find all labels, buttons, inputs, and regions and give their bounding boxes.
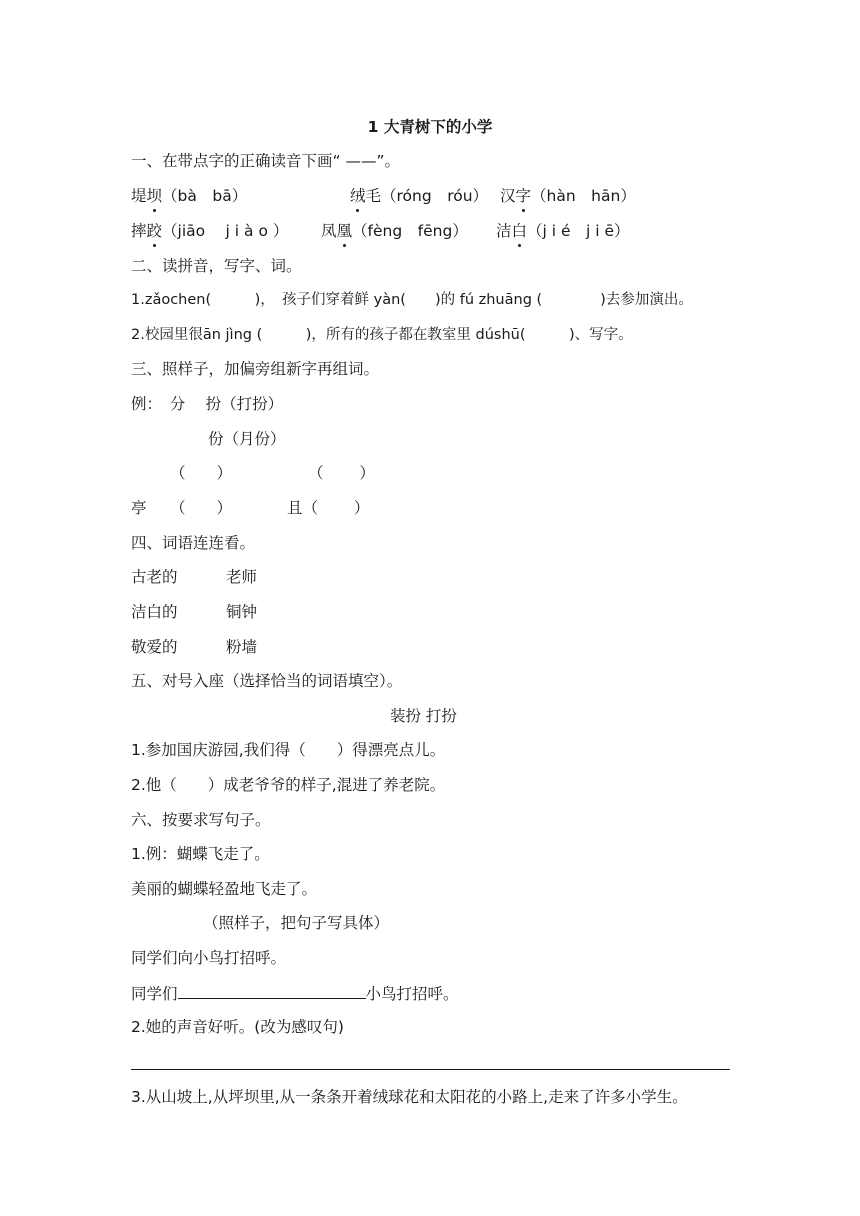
dotted-char: 字	[515, 187, 532, 205]
section-5-heading: 五、对号入座（选择恰当的词语填空）。	[131, 672, 403, 690]
word-choices: 装扮 打扮	[390, 707, 457, 725]
example-sentence: 美丽的蝴蝶轻盈地飞走了。	[131, 880, 318, 898]
match-right-word: 铜钟	[226, 603, 258, 621]
sentence-question-2: 2.她的声音好听。(改为感叹句)	[131, 1018, 344, 1036]
section-1-heading: 一、在带点字的正确读音下画“ ——”。	[131, 152, 400, 170]
match-left-word: 洁白的	[131, 603, 178, 621]
fill-question-1: 1.参加国庆游园,我们得（ ）得漂亮点儿。	[131, 741, 446, 759]
match-left-word: 敬爱的	[131, 638, 178, 656]
pinyin-sentence-1: 1.zǎochen( )， 孩子们穿着鲜 yàn( )的 fú zhuāng ( )去参加演出。	[131, 292, 693, 308]
sentence-question-3: 3.从山坡上,从坪坝里,从一条条开着绒球花和太阳花的小路上,走来了许多小学生。	[131, 1088, 688, 1106]
example-line-1: 例： 分 扮（打扮）	[131, 395, 284, 413]
section-4-heading: 四、词语连连看。	[131, 534, 256, 552]
char-qie-row: 且（ ）	[287, 499, 370, 517]
match-right-word: 老师	[226, 568, 258, 586]
sentence-question-1: 1.例：蝴蝶飞走了。	[131, 845, 270, 863]
pinyin-item: 摔跤（jiāo j i à o ）	[131, 222, 289, 240]
example-line-2: 份（月份）	[208, 430, 286, 448]
answer-underline	[178, 982, 366, 999]
pinyin-item: 堤坝（bà bā）	[131, 187, 248, 205]
section-3-heading: 三、照样子，加偏旁组新字再组词。	[131, 360, 380, 378]
pinyin-item: 汉字（hàn hān）	[500, 187, 636, 205]
fill-line-sentence: 同学们 小鸟打招呼。	[131, 982, 459, 1005]
instruction-note: （照样子，把句子写具体）	[203, 914, 390, 932]
blank-paren: （ ）	[170, 499, 233, 517]
section-2-heading: 二、读拼音，写字、词。	[131, 257, 302, 275]
match-left-word: 古老的	[131, 568, 178, 586]
pinyin-item: 洁白（j i é j i ē）	[496, 222, 630, 240]
dotted-char: 坝	[146, 187, 163, 205]
match-right-word: 粉墙	[226, 638, 258, 656]
page-title: 1 大青树下的小学	[367, 118, 493, 136]
blank-paren: （ ）	[170, 464, 233, 482]
task-sentence: 同学们向小鸟打招呼。	[131, 949, 287, 967]
section-6-heading: 六、按要求写句子。	[131, 811, 271, 829]
pinyin-item: 绒毛（róng róu）	[350, 187, 489, 205]
dotted-char: 绒	[350, 187, 366, 205]
pinyin-sentence-2: 2.校园里很ān jìng ( )，所有的孩子都在教室里 dúshū( )、写字。	[131, 327, 633, 343]
blank-paren: （ ）	[308, 464, 375, 482]
dotted-char: 跤	[146, 222, 163, 240]
answer-line	[131, 1069, 730, 1070]
char-ting: 亭	[131, 499, 147, 517]
dotted-char: 白	[511, 222, 528, 240]
pinyin-item: 凤凰（fèng fēng）	[321, 222, 468, 240]
fill-question-2: 2.他（ ）成老爷爷的样子,混进了养老院。	[131, 776, 446, 794]
dotted-char: 凰	[336, 222, 353, 240]
